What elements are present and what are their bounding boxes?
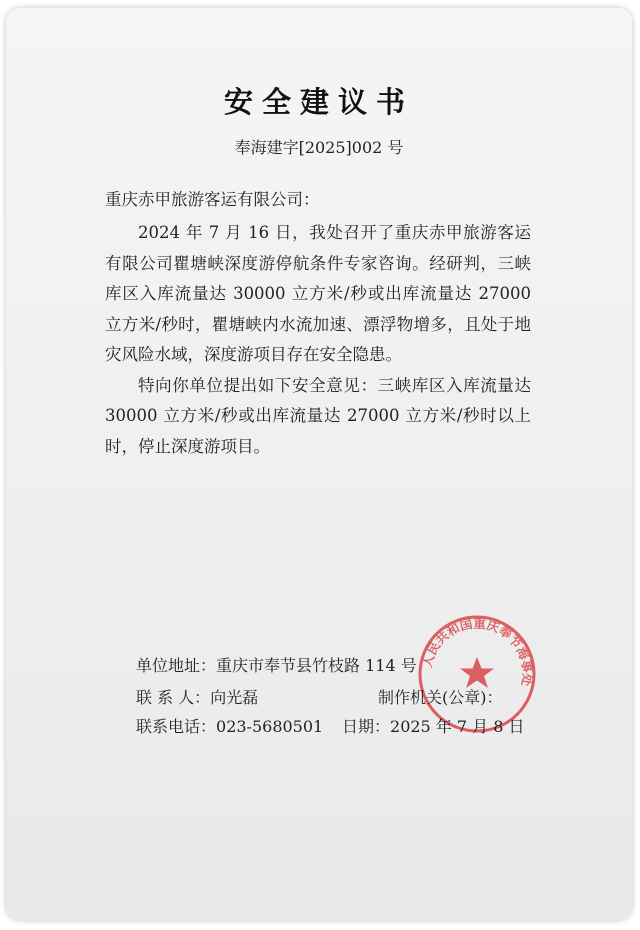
body-paragraph: 2024 年 7 月 16 日，我处召开了重庆赤甲旅游客运有限公司瞿塘峡深度游停航条件专家咨询。经研判，三峡库区入库流量达 30000 立方米/秒或出库流量达 27000 立方米/秒时，瞿塘峡内水流加速、漂浮物增多，且处于地灾风险水域，深度游项目存在安全隐患。 — [105, 223, 531, 364]
seal-text: 人民共和国重庆奉节海事处 — [419, 615, 536, 687]
addressee: 重庆赤甲旅游客运有限公司： — [105, 190, 320, 209]
contact-label: 联 系 人： — [136, 688, 211, 707]
body-paragraph: 特向你单位提出如下安全意见：三峡库区入库流量达 30000 立方米/秒或出库流量达 27000 立方米/秒时以上时，停止深度游项目。 — [105, 375, 531, 456]
address-value: 重庆市奉节县竹枝路 114 号 — [216, 656, 417, 675]
document-page — [6, 8, 632, 920]
document-title: 安全建议书 — [223, 85, 414, 119]
phone-label: 联系电话： — [136, 717, 217, 736]
phone-value: 023-5680501 — [216, 717, 324, 736]
issuer-label: 制作机关(公章)： — [378, 688, 503, 707]
date-value: 2025 年 7 月 8 日 — [390, 717, 525, 736]
contact-value: 向光磊 — [210, 688, 259, 707]
footer-phone — [136, 714, 323, 737]
footer-contact — [136, 685, 258, 708]
seal-star-icon — [460, 657, 494, 688]
footer-address — [136, 653, 417, 676]
address-label: 单位地址： — [136, 656, 217, 675]
date-label: 日期： — [342, 717, 391, 736]
footer-date — [342, 714, 525, 737]
document-number: 奉海建字[2025]002 号 — [234, 138, 404, 157]
document-body — [105, 218, 531, 462]
